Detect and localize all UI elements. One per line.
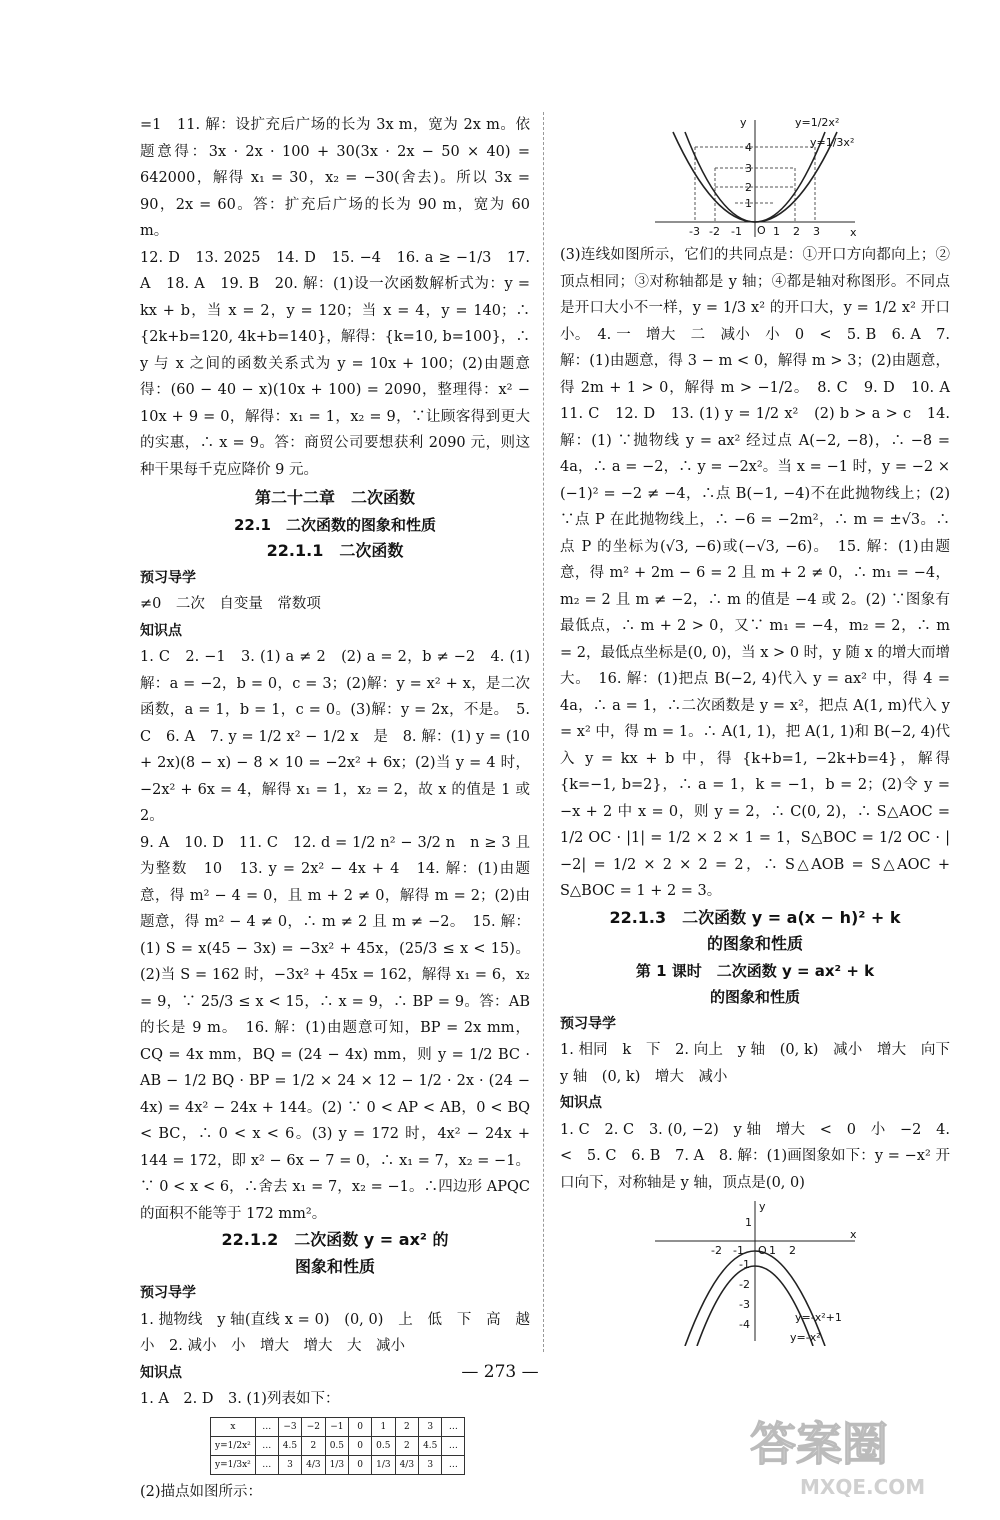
table-cell: −2 — [302, 1417, 325, 1436]
answer-paragraph: 1. C 2. C 3. (0, −2) y 轴 增大 < 0 小 −2 4. < 5. C 6. B 7. A 8. 解：(1)画图象如下：y = −x² 开口向下，对称轴是 y 轴，顶点是(0, 0) — [560, 1121, 950, 1191]
subsection-title: 图象和性质 — [294, 1256, 375, 1276]
parabola-graph-1 — [645, 112, 865, 242]
parabola-graph-2 — [645, 1196, 865, 1346]
chapter-title: 第二十二章 二次函数 — [254, 488, 415, 507]
curve-label: y=1/2x² — [795, 116, 840, 129]
answer-paragraph: 1. 相同 k 下 2. 向上 y 轴 (0, k) 减小 增大 向下 y 轴 (0, k) 增大 减小 — [560, 1042, 965, 1085]
tick-label: 3 — [813, 225, 820, 238]
watermark-logo — [740, 1402, 970, 1502]
left-column — [140, 112, 530, 1505]
table-cell: 3 — [419, 1455, 442, 1474]
answer-paragraph: 1. A 2. D 3. (1)列表如下： — [140, 1391, 340, 1407]
tick-label: 3 — [745, 162, 752, 175]
answer-paragraph: 9. A 10. D 11. C 12. d = 1/2 n² − 3/2 n n ≥ 3 且为整数 10 13. y = 2x² − 4x + 4 14. 解：(1)由题意，得 m² − 4 = 0，且 m + 2 ≠ 0，解得 m = 2；(2)由题意，得 m² − 4 ≠ 0，∴ m ≠ 2 且 m ≠ −2。 15. 解：(1) S = x(45 − 3x) = −3x² + 45x，(25/3 ≤ x < 15)。(2)当 S = 162 时，−3x² + 45x = 162，解得 x₁ = 6，x₂ = 9，∵ 25/3 ≤ x < 15，∴ x = 9，∴ BP = 9。答：AB 的长是 9 m。 16. 解：(1)由题意可知，BP = 2x mm，CQ = 4x mm，BQ = (24 − 4x) mm，则 y = 1/2 BC · AB − 1/2 BQ · BP = 1/2 × 24 × 12 − 1/2 · 2x · (24 − 4x) = 4x² − 24x + 144。(2) ∵ 0 < AP < AB，0 < BQ < BC，∴ 0 < x < 6。(3) y = 172 时，4x² − 24x + 144 = 172，即 x² − 6x − 7 = 0，∴ x₁ = 7，x₂ = −1。∵ 0 < x < 6，∴舍去 x₁ = 7，x₂ = −1。∴四边形 APQC 的面积不能等于 172 mm²。 — [140, 834, 530, 1222]
table-cell: … — [442, 1436, 465, 1455]
table-cell: 1/3 — [372, 1455, 395, 1474]
tick-label: 1 — [745, 197, 752, 210]
table-cell: −3 — [278, 1417, 301, 1436]
lesson-title: 第 1 课时 二次函数 y = ax² + k — [635, 961, 875, 980]
table-cell: … — [255, 1436, 278, 1455]
table-cell: … — [442, 1455, 465, 1474]
table-cell: 4/3 — [302, 1455, 325, 1474]
tick-label: 1 — [769, 1244, 776, 1257]
table-cell: x — [211, 1417, 256, 1436]
watermark-text: 答案圈 — [750, 1417, 888, 1471]
tick-label: -2 — [709, 225, 720, 238]
curve-label: y=1/3x² — [810, 136, 855, 149]
subsection-title: 22.1.2 二次函数 y = ax² 的 — [221, 1230, 449, 1249]
table-cell: 0 — [349, 1455, 372, 1474]
answer-paragraph: 12. D 13. 2025 14. D 15. −4 16. a ≥ −1/3 17. A 18. A 19. B 20. 解：(1)设一次函数解析式为：y = kx + b，当 x = 2，y = 120；当 x = 4，y = 140；∴ {2k+b=120, 4k+b=140}，解得：{k=10, b=100}，∴ y 与 x 之间的函数关系式为 y = 10x + 100；(2)由题意得：(60 − 40 − x)(10x + 100) = 2090，整理得：x² − 10x + 9 = 0，解得：x₁ = 1，x₂ = 9，∵让顾客得到更大的实惠，∴ x = 9。答：商贸公司要想获利 2090 元，则这种干果每千克应降价 9 元。 — [140, 249, 530, 478]
table-cell: … — [255, 1417, 278, 1436]
subsection-title: 22.1.3 二次函数 y = a(x − h)² + k — [609, 907, 901, 927]
tick-label: 1 — [745, 1216, 752, 1229]
subsection-title: 22.1.1 二次函数 — [266, 541, 404, 560]
table-cell: 2 — [395, 1417, 418, 1436]
preview-label: 预习导学 — [560, 1015, 616, 1032]
knowledge-label: 知识点 — [140, 1364, 182, 1381]
page-number: — 273 — — [461, 1362, 539, 1382]
table-row — [211, 1417, 465, 1436]
tick-label: -1 — [731, 225, 742, 238]
origin-label: O — [757, 224, 766, 237]
tick-label: 4 — [745, 141, 752, 154]
table-cell: 4/3 — [395, 1455, 418, 1474]
table-cell: −1 — [325, 1417, 348, 1436]
tick-label: -1 — [733, 1244, 744, 1257]
table-cell: y=1/3x² — [211, 1455, 256, 1474]
table-row — [211, 1455, 465, 1474]
column-divider — [543, 112, 544, 1352]
axis-label-y: y — [759, 1200, 766, 1213]
tick-label: 2 — [789, 1244, 796, 1257]
answer-paragraph: 1. 抛物线 y 轴(直线 x = 0) (0, 0) 上 低 下 高 越小 2. 减小 小 增大 增大 大 减小 — [140, 1311, 530, 1354]
origin-label: O — [758, 1244, 767, 1257]
table-cell: 3 — [419, 1417, 442, 1436]
table-cell: 3 — [278, 1455, 301, 1474]
preview-label: 预习导学 — [140, 1285, 196, 1301]
axis-label-x: x — [850, 1228, 857, 1241]
table-cell: y=1/2x² — [211, 1436, 256, 1455]
knowledge-label: 知识点 — [560, 1095, 602, 1111]
tick-label: -4 — [739, 1318, 750, 1331]
table-cell: 0 — [349, 1436, 372, 1455]
lesson-title: 的图象和性质 — [709, 988, 800, 1006]
knowledge-label: 知识点 — [140, 622, 182, 639]
right-column — [560, 112, 965, 1346]
tick-label: 2 — [745, 181, 752, 194]
table-row — [211, 1436, 465, 1455]
axis-label-y: y — [740, 116, 747, 129]
tick-label: -3 — [739, 1298, 750, 1311]
table-cell: 4.5 — [278, 1436, 301, 1455]
table-cell: … — [255, 1455, 278, 1474]
table-cell: … — [442, 1417, 465, 1436]
section-title: 22.1 二次函数的图象和性质 — [233, 515, 436, 534]
table-cell: 0.5 — [325, 1436, 348, 1455]
curve-label: y=-x²+1 — [795, 1311, 842, 1324]
subsection-title: 的图象和性质 — [706, 934, 803, 953]
table-cell: 4.5 — [419, 1436, 442, 1455]
tick-label: 2 — [793, 225, 800, 238]
table-cell: 1 — [372, 1417, 395, 1436]
answer-paragraph: (3)连线如图所示，它们的共同点是：①开口方向都向上；②顶点相同；③对称轴都是 y 轴；④都是轴对称图形。不同点是开口大小不一样，y = 1/3 x² 的开口大，y = 1/2 x² 开口小。 4. 一 增大 二 减小 小 0 < 5. B 6. A 7. 解：(1)由题意，得 3 − m < 0，解得 m > 3；(2)由题意，得 2m + 1 > 0，解得 m > −1/2。 8. C 9. D 10. A 11. C 12. D 13. (1) y = 1/2 x² (2) b > a > c 14. 解：(1) ∵抛物线 y = ax² 经过点 A(−2, −8)，∴ −8 = 4a，∴ a = −2，∴ y = −2x²。当 x = −1 时，y = −2 × (−1)² = −2 ≠ −4，∴点 B(−1, −4)不在此抛物线上；(2) ∵点 P 在此抛物线上，∴ −6 = −2m²，∴ m = ±√3。∴点 P 的坐标为(√3, −6)或(−√3, −6)。 15. 解：(1)由题意，得 m² + 2m − 6 = 2 且 m + 2 ≠ 0，∴ m₁ = −4，m₂ = 2 且 m ≠ −2，∴ m 的值是 −4 或 2。(2) ∵图象有最低点，∴ m + 2 > 0，又∵ m₁ = −4，m₂ = 2，∴ m = 2，最低点坐标是(0, 0)，当 x > 0 时，y 随 x 的增大而增大。 16. 解：(1)把点 B(−2, 4)代入 y = ax² 中，得 4 = 4a，∴ a = 1，∴二次函数是 y = x²，把点 A(1, m)代入 y = x² 中，得 m = 1。∴ A(1, 1)，把 A(1, 1)和 B(−2, 4)代入 y = kx + b 中，得 {k+b=1, −2k+b=4}，解得 {k=−1, b=2}，∴ a = 1，k = −1，b = 2；(2)令 y = −x + 2 中 x = 0，则 y = 2，∴ C(0, 2)，∴ S△AOC = 1/2 OC · |1| = 1/2 × 2 × 1 = 1，S△BOC = 1/2 OC · |−2| = 1/2 × 2 × 2 = 2，∴ S△AOB = S△AOC + S△BOC = 1 + 2 = 3。 — [560, 247, 965, 899]
answer-paragraph: (2)描点如图所示： — [140, 1483, 263, 1500]
tick-label: -1 — [739, 1258, 750, 1271]
table-cell: 2 — [395, 1436, 418, 1455]
tick-label: -3 — [689, 225, 700, 238]
table-cell: 1/3 — [325, 1455, 348, 1474]
preview-label: 预习导学 — [140, 569, 196, 586]
values-table — [210, 1417, 465, 1475]
curve-label: y=-x² — [790, 1331, 821, 1344]
table-cell: 0 — [349, 1417, 372, 1436]
table-cell: 2 — [302, 1436, 325, 1455]
axis-label-x: x — [850, 226, 857, 239]
answer-paragraph: ≠0 二次 自变量 常数项 — [140, 596, 321, 612]
table-cell: 0.5 — [372, 1436, 395, 1455]
watermark-url: MXQE.COM — [800, 1475, 926, 1499]
answer-paragraph: =1 11. 解：设扩充后广场的长为 3x m，宽为 2x m。依题意得：3x · 2x · 100 + 30(3x · 2x − 50 × 40) = 642000，解得 x₁ = 30，x₂ = −30(舍去)。所以 3x = 90，2x = 60。答：扩充后广场的长为 90 m，宽为 60 m。 — [140, 117, 530, 239]
tick-label: -2 — [711, 1244, 722, 1257]
answer-paragraph: 1. C 2. −1 3. (1) a ≠ 2 (2) a = 2，b ≠ −2 4. (1)解：a = −2，b = 0，c = 3；(2)解：y = x² + x，是二次函数，a = 1，b = 1，c = 0。(3)解：y = 2x，不是。 5. C 6. A 7. y = 1/2 x² − 1/2 x 是 8. 解：(1) y = (10 + 2x)(8 − x) − 8 × 10 = −2x² + 6x；(2)当 y = 4 时，−2x² + 6x = 4，解得 x₁ = 1，x₂ = 2，故 x 的值是 1 或 2。 — [140, 649, 530, 824]
tick-label: -2 — [739, 1278, 750, 1291]
tick-label: 1 — [773, 225, 780, 238]
